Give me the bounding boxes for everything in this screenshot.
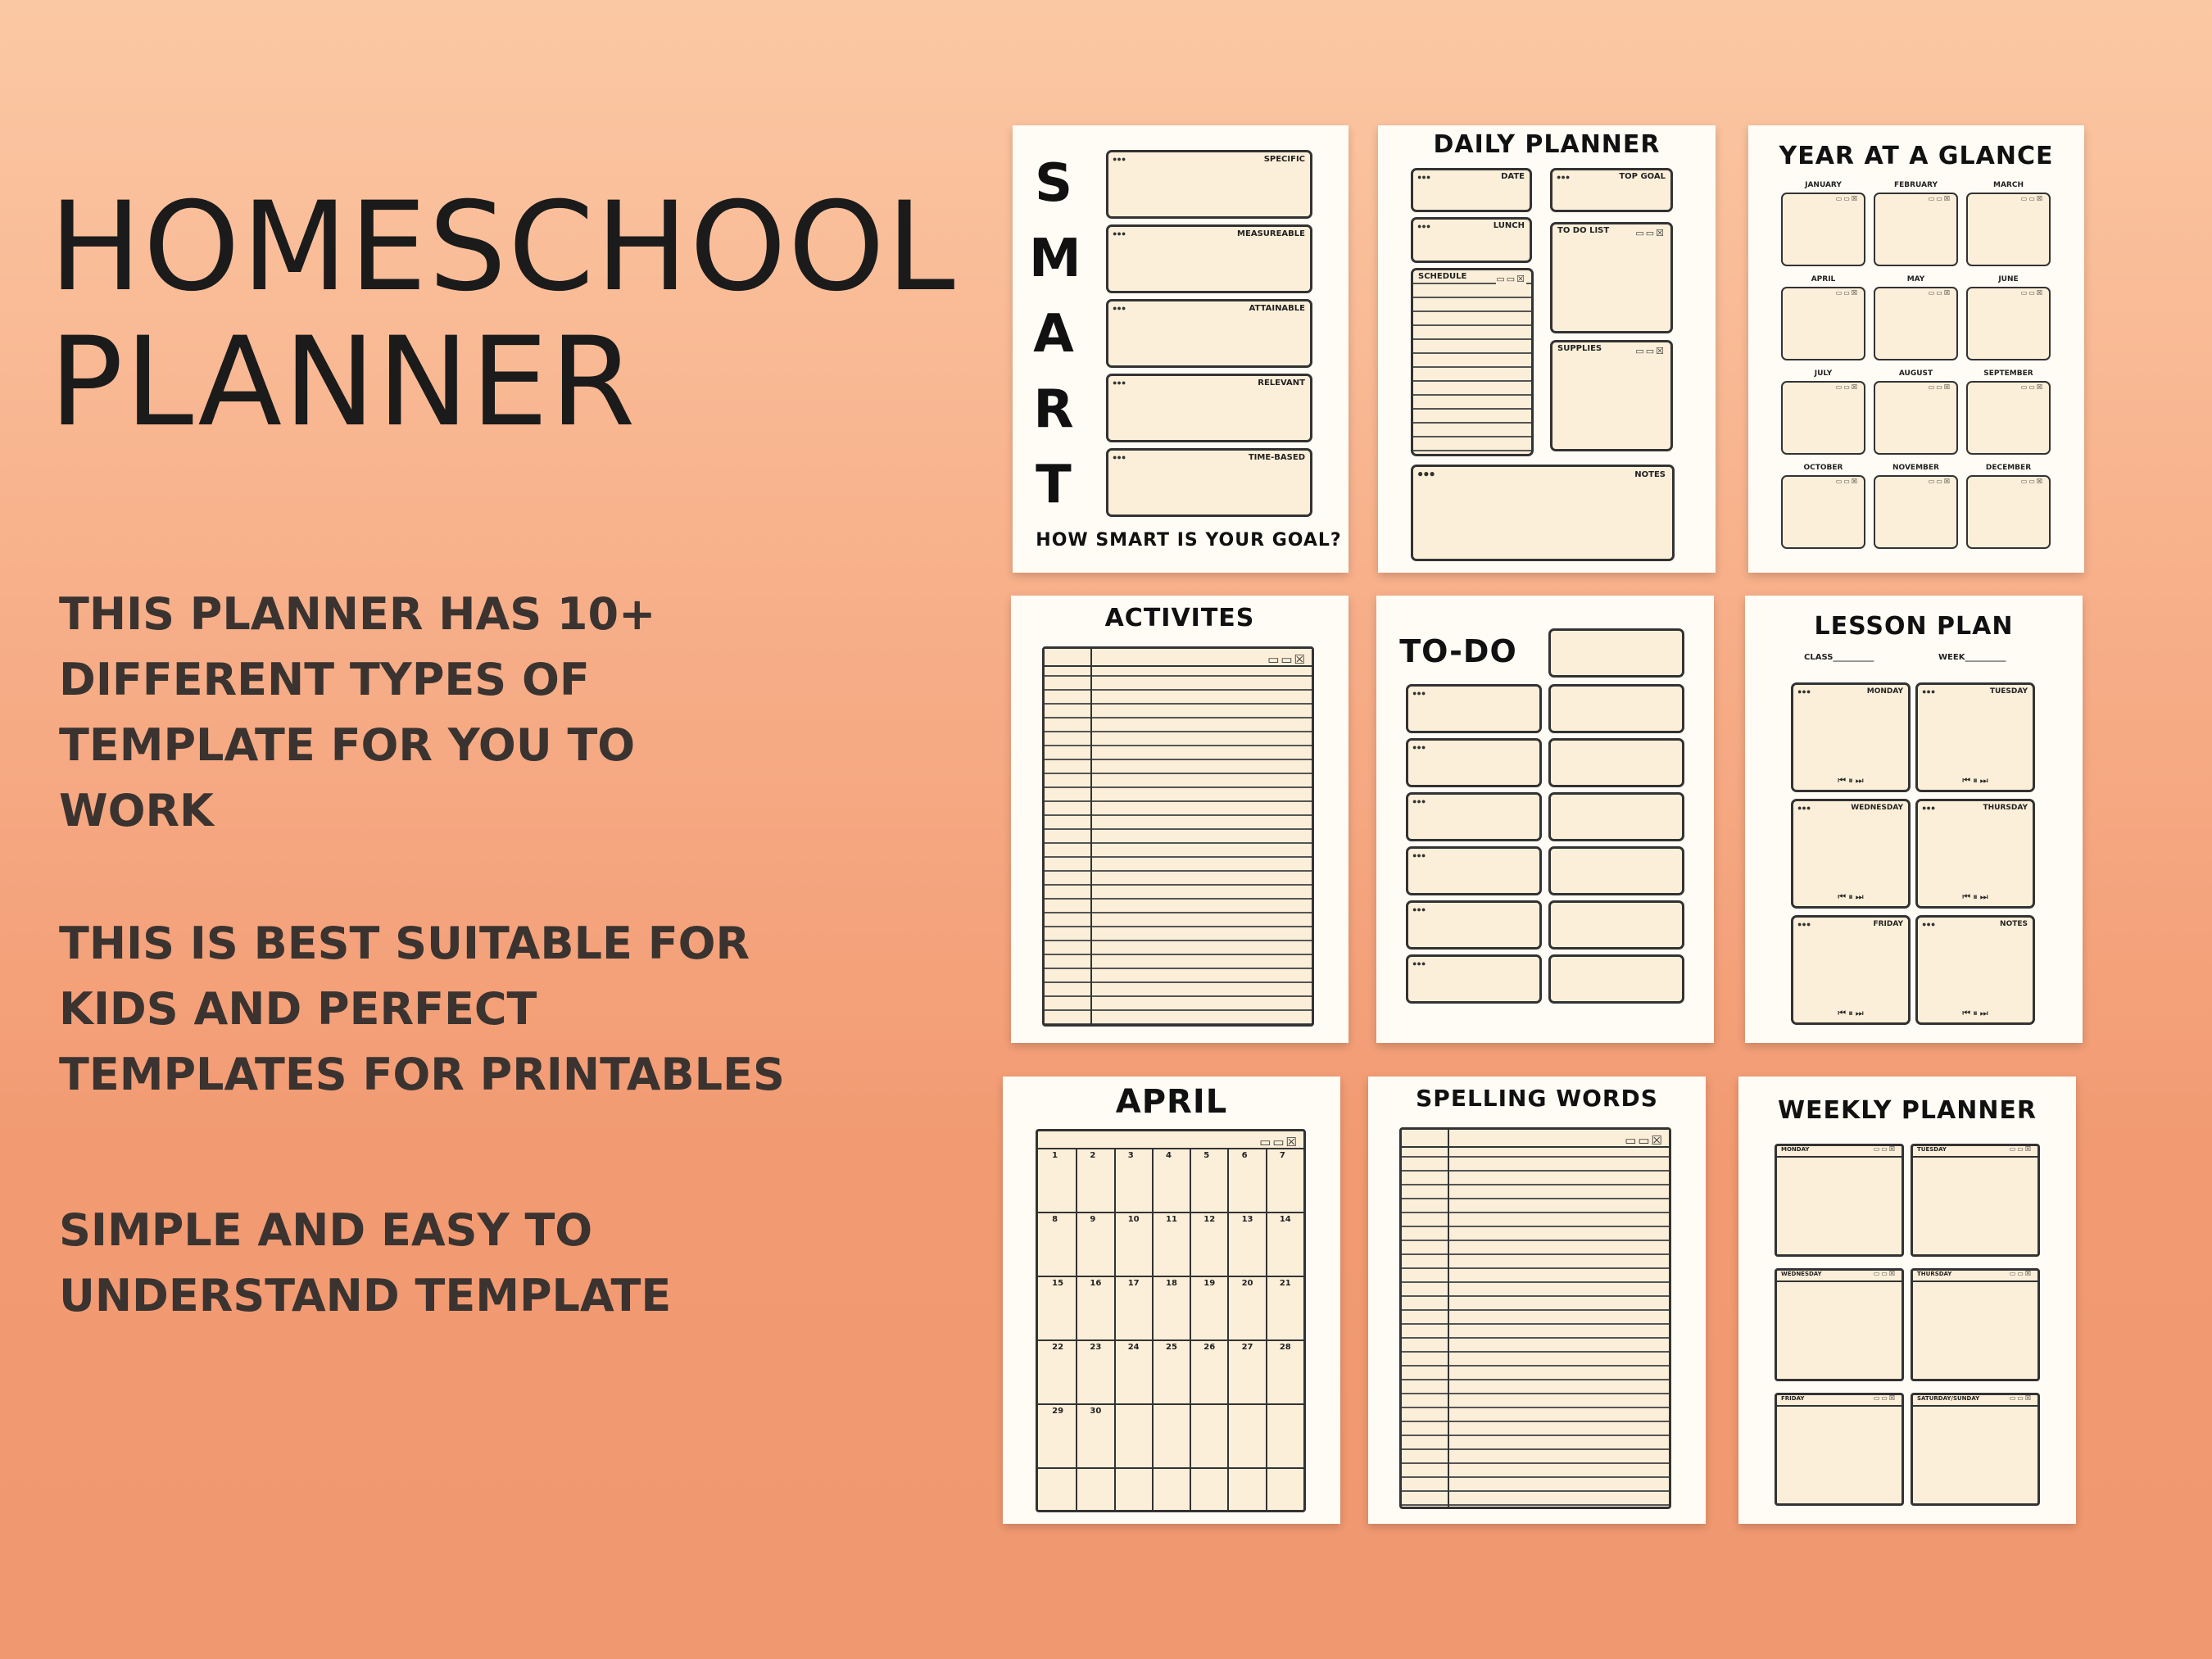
window-controls-icon: ▭▭☒ <box>1873 1145 1897 1153</box>
spelling-margin-line <box>1448 1130 1449 1507</box>
month-box <box>1781 287 1865 360</box>
desc-2-line-1: THIS IS BEST SUITABLE FOR <box>59 918 750 969</box>
todo-box <box>1406 954 1542 1004</box>
dots-icon: ●●● <box>1417 468 1435 479</box>
activities-margin-line <box>1090 649 1092 1024</box>
page-daily-planner <box>1378 125 1716 573</box>
window-controls-icon: ▭▭☒ <box>1873 1270 1897 1277</box>
todo-box <box>1406 900 1542 950</box>
weekly-day-box <box>1911 1268 2040 1381</box>
lesson-title: LESSON PLAN <box>1814 612 2014 641</box>
dots-icon: ●●● <box>1417 222 1431 230</box>
dots-icon: ●●● <box>1922 804 1936 812</box>
window-controls-icon: ▭▭☒ <box>1928 195 1951 202</box>
daily-date-label: DATE <box>1501 172 1525 181</box>
daily-todo-box <box>1550 222 1673 333</box>
lesson-week-label: WEEK__________ <box>1938 653 2006 662</box>
window-controls-icon: ▭▭☒ <box>2009 1394 2033 1402</box>
month-label: MARCH <box>1993 181 2024 189</box>
calendar-day-number: 23 <box>1090 1343 1102 1352</box>
daily-top-goal-label: TOP GOAL <box>1619 172 1666 181</box>
calendar-day-number: 12 <box>1203 1215 1216 1224</box>
window-controls-icon: ▭▭☒ <box>1496 274 1526 284</box>
calendar-day-number: 20 <box>1241 1279 1253 1288</box>
calendar-col-line <box>1114 1148 1116 1510</box>
dots-icon: ●●● <box>1113 304 1126 312</box>
window-controls-icon: ▭▭☒ <box>1873 1394 1897 1402</box>
month-label: MAY <box>1906 275 1925 283</box>
lesson-day-label: MONDAY <box>1866 687 1903 696</box>
page-smart <box>1013 125 1349 573</box>
dots-icon: ●●● <box>1797 687 1811 696</box>
month-box <box>1874 193 1958 266</box>
lesson-day-label: THURSDAY <box>1983 804 2028 812</box>
calendar-day-number: 6 <box>1241 1151 1248 1160</box>
description-1 <box>59 582 796 844</box>
dots-icon: ●●● <box>1113 155 1126 163</box>
calendar-day-number: 2 <box>1090 1151 1096 1160</box>
calendar-day-number: 27 <box>1241 1343 1253 1352</box>
month-box <box>1874 475 1958 549</box>
media-controls-icon: ⏮ ⏸ ⏭ <box>1838 892 1864 902</box>
calendar-col-line <box>1190 1148 1191 1510</box>
daily-supplies-label: SUPPLIES <box>1557 344 1602 353</box>
lesson-day-box <box>1791 915 1911 1025</box>
smart-letter: R <box>1033 379 1074 440</box>
main-title <box>49 176 957 454</box>
daily-date-box <box>1411 168 1532 212</box>
daily-notes-box <box>1411 465 1675 561</box>
smart-goal-label: RELEVANT <box>1258 378 1305 388</box>
activities-lined-box <box>1042 646 1314 1027</box>
calendar-day-number: 15 <box>1052 1279 1064 1288</box>
dots-icon: ●●● <box>1412 905 1426 913</box>
calendar-day-number: 14 <box>1279 1215 1291 1224</box>
dots-icon: ●●● <box>1797 804 1811 812</box>
smart-goal-label: TIME-BASED <box>1248 453 1305 462</box>
todo-top-box <box>1548 628 1684 678</box>
desc-3-line-1: SIMPLE AND EASY TO <box>59 1204 593 1256</box>
description-2 <box>59 911 796 1108</box>
calendar-day-number: 10 <box>1127 1215 1140 1224</box>
weekly-day-label: THURSDAY <box>1917 1271 1952 1277</box>
media-controls-icon: ⏮ ⏸ ⏭ <box>1838 776 1864 786</box>
calendar-day-number: 4 <box>1166 1151 1172 1160</box>
dots-icon: ●●● <box>1113 378 1126 387</box>
calendar-col-line <box>1152 1148 1154 1510</box>
month-box <box>1966 475 2051 549</box>
daily-title: DAILY PLANNER <box>1433 130 1661 159</box>
calendar-row-line <box>1038 1403 1303 1405</box>
daily-schedule-label: SCHEDULE <box>1418 272 1467 281</box>
dots-icon: ●●● <box>1113 453 1126 461</box>
window-controls-icon: ▭▭☒ <box>1635 229 1666 238</box>
title-line-2: PLANNER <box>49 311 637 454</box>
dots-icon: ●●● <box>1412 851 1426 859</box>
dots-icon: ●●● <box>1797 920 1811 928</box>
dots-icon: ●●● <box>1922 920 1936 928</box>
window-controls-icon: ▭▭☒ <box>1928 478 1951 485</box>
desc-1-line-2: DIFFERENT TYPES OF <box>59 654 590 705</box>
window-controls-icon: ▭▭☒ <box>2020 195 2044 202</box>
lesson-class-label: CLASS__________ <box>1804 653 1874 662</box>
calendar-day-number: 8 <box>1052 1215 1058 1224</box>
page-weekly-planner <box>1738 1077 2076 1524</box>
todo-box <box>1548 792 1684 841</box>
smart-footer: HOW SMART IS YOUR GOAL? <box>1036 530 1342 551</box>
calendar-day-number: 29 <box>1052 1407 1064 1416</box>
daily-todo-label: TO DO LIST <box>1557 226 1610 235</box>
todo-box <box>1548 954 1684 1004</box>
window-controls-icon: ▭▭☒ <box>2020 383 2044 391</box>
dots-icon: ●●● <box>1113 229 1126 238</box>
calendar-col-line <box>1227 1148 1229 1510</box>
calendar-day-number: 24 <box>1127 1343 1140 1352</box>
todo-box <box>1406 846 1542 895</box>
month-box <box>1966 287 2051 360</box>
calendar-day-number: 7 <box>1279 1151 1285 1160</box>
smart-goal-box <box>1106 299 1312 368</box>
weekly-day-label: MONDAY <box>1781 1146 1810 1153</box>
todo-box <box>1548 684 1684 733</box>
dots-icon: ●●● <box>1557 173 1571 181</box>
calendar-day-number: 26 <box>1203 1343 1216 1352</box>
calendar-day-number: 5 <box>1203 1151 1210 1160</box>
daily-notes-label: NOTES <box>1634 470 1666 479</box>
smart-letter: A <box>1033 304 1074 365</box>
lesson-day-box <box>1915 915 2035 1025</box>
smart-goal-box <box>1106 448 1312 517</box>
smart-goal-label: SPECIFIC <box>1263 155 1305 164</box>
calendar-day-number: 30 <box>1090 1407 1102 1416</box>
april-calendar-box <box>1036 1129 1306 1512</box>
window-controls-icon: ▭▭☒ <box>1635 347 1666 356</box>
month-box <box>1781 193 1865 266</box>
desc-2-line-2: KIDS AND PERFECT <box>59 983 537 1035</box>
window-controls-icon: ▭▭☒ <box>1928 289 1951 297</box>
todo-box <box>1406 738 1542 787</box>
calendar-day-number: 3 <box>1127 1151 1134 1160</box>
weekly-day-label: TUESDAY <box>1917 1146 1947 1153</box>
page-todo <box>1376 596 1714 1043</box>
smart-goal-box <box>1106 150 1312 219</box>
media-controls-icon: ⏮ ⏸ ⏭ <box>1838 1009 1864 1018</box>
smart-goal-box <box>1106 374 1312 442</box>
title-line-1: HOMESCHOOL <box>49 176 957 319</box>
daily-lunch-box <box>1411 217 1532 263</box>
todo-box <box>1548 846 1684 895</box>
month-label: OCTOBER <box>1803 464 1843 472</box>
weekly-day-label: FRIDAY <box>1781 1395 1805 1402</box>
todo-box <box>1406 792 1542 841</box>
window-controls-icon: ▭▭☒ <box>1928 383 1951 391</box>
weekly-day-box <box>1911 1144 2040 1257</box>
calendar-day-number: 16 <box>1090 1279 1102 1288</box>
dots-icon: ●●● <box>1412 797 1426 805</box>
smart-goal-box <box>1106 224 1312 293</box>
calendar-col-line <box>1266 1148 1267 1510</box>
month-label: NOVEMBER <box>1892 464 1939 472</box>
smart-goal-label: MEASUREABLE <box>1237 229 1305 238</box>
window-controls-icon: ▭▭☒ <box>2020 478 2044 485</box>
todo-box <box>1406 684 1542 733</box>
calendar-day-number: 25 <box>1166 1343 1177 1352</box>
weekly-day-box <box>1775 1393 1904 1506</box>
window-controls-icon: ▭▭☒ <box>1835 478 1859 485</box>
weekly-day-label: SATURDAY/SUNDAY <box>1917 1395 1980 1402</box>
calendar-day-number: 13 <box>1241 1215 1253 1224</box>
calendar-day-number: 19 <box>1203 1279 1216 1288</box>
smart-letter: M <box>1029 229 1081 289</box>
month-label: AUGUST <box>1898 369 1933 378</box>
calendar-day-number: 28 <box>1279 1343 1291 1352</box>
calendar-day-number: 22 <box>1052 1343 1064 1352</box>
lesson-day-label: FRIDAY <box>1873 920 1903 928</box>
media-controls-icon: ⏮ ⏸ ⏭ <box>1962 892 1988 902</box>
window-controls-icon: ▭▭☒ <box>1267 653 1307 667</box>
month-box <box>1781 381 1865 455</box>
calendar-row-line <box>1038 1276 1303 1277</box>
lesson-day-box <box>1915 682 2035 792</box>
smart-letter: S <box>1034 153 1073 214</box>
window-controls-icon: ▭▭☒ <box>1835 383 1859 391</box>
page-spelling-words <box>1368 1077 1706 1524</box>
page-year-at-a-glance <box>1748 125 2084 573</box>
calendar-day-number: 21 <box>1279 1279 1291 1288</box>
month-label: JUNE <box>1998 275 2019 283</box>
calendar-row-line <box>1038 1339 1303 1341</box>
desc-2-line-3: TEMPLATES FOR PRINTABLES <box>59 1049 785 1100</box>
dots-icon: ●●● <box>1412 959 1426 968</box>
month-box <box>1781 475 1865 549</box>
page-april-calendar <box>1003 1077 1340 1524</box>
media-controls-icon: ⏮ ⏸ ⏭ <box>1962 776 1988 786</box>
todo-box <box>1548 738 1684 787</box>
calendar-day-number: 11 <box>1166 1215 1177 1224</box>
dots-icon: ●●● <box>1417 173 1431 181</box>
dots-icon: ●●● <box>1922 687 1936 696</box>
desc-1-line-1: THIS PLANNER HAS 10+ <box>59 588 656 640</box>
weekly-title: WEEKLY PLANNER <box>1777 1096 2037 1125</box>
description-3 <box>59 1198 796 1329</box>
window-controls-icon: ▭▭☒ <box>1835 289 1859 297</box>
calendar-day-number: 17 <box>1127 1279 1140 1288</box>
weekly-day-label: WEDNESDAY <box>1781 1271 1822 1277</box>
desc-1-line-4: WORK <box>59 785 214 836</box>
window-controls-icon: ▭▭☒ <box>2009 1145 2033 1153</box>
media-controls-icon: ⏮ ⏸ ⏭ <box>1962 1009 1988 1018</box>
lesson-day-box <box>1791 682 1911 792</box>
month-label: SEPTEMBER <box>1983 369 2033 378</box>
spelling-lined-box <box>1399 1127 1671 1509</box>
month-box <box>1874 287 1958 360</box>
weekly-day-box <box>1775 1268 1904 1381</box>
todo-box <box>1548 900 1684 950</box>
todo-title: TO-DO <box>1399 633 1517 669</box>
daily-lunch-label: LUNCH <box>1493 221 1525 230</box>
window-controls-icon: ▭▭☒ <box>1625 1134 1664 1148</box>
page-lesson-plan <box>1745 596 2083 1043</box>
window-controls-icon: ▭▭☒ <box>1259 1135 1299 1149</box>
dots-icon: ●●● <box>1412 743 1426 751</box>
weekly-day-box <box>1775 1144 1904 1257</box>
calendar-day-number: 18 <box>1166 1279 1177 1288</box>
month-label: JULY <box>1814 369 1833 378</box>
desc-1-line-3: TEMPLATE FOR YOU TO <box>59 719 636 771</box>
window-controls-icon: ▭▭☒ <box>2009 1270 2033 1277</box>
month-label: DECEMBER <box>1985 464 2032 472</box>
calendar-day-number: 1 <box>1052 1151 1058 1160</box>
spelling-title: SPELLING WORDS <box>1416 1085 1658 1112</box>
month-box <box>1874 381 1958 455</box>
lesson-day-label: WEDNESDAY <box>1851 804 1903 812</box>
smart-letter: T <box>1036 455 1072 515</box>
desc-3-line-2: UNDERSTAND TEMPLATE <box>59 1270 672 1321</box>
window-controls-icon: ▭▭☒ <box>1835 195 1859 202</box>
daily-top-goal-box <box>1550 168 1673 212</box>
activities-title: ACTIVITES <box>1104 604 1255 632</box>
month-label: APRIL <box>1811 275 1836 283</box>
lesson-day-box <box>1791 799 1911 909</box>
daily-supplies-box <box>1550 340 1673 451</box>
month-label: FEBRUARY <box>1893 181 1938 189</box>
weekly-day-box <box>1911 1393 2040 1506</box>
year-title: YEAR AT A GLANCE <box>1779 142 2054 170</box>
dots-icon: ●●● <box>1412 689 1426 697</box>
month-box <box>1966 193 2051 266</box>
calendar-day-number: 9 <box>1090 1215 1096 1224</box>
calendar-row-line <box>1038 1467 1303 1469</box>
page-activities <box>1011 596 1349 1043</box>
lesson-day-label: NOTES <box>2000 920 2028 928</box>
lesson-day-label: TUESDAY <box>1989 687 2028 696</box>
window-controls-icon: ▭▭☒ <box>2020 289 2044 297</box>
smart-goal-label: ATTAINABLE <box>1249 304 1305 313</box>
april-title: APRIL <box>1115 1083 1228 1121</box>
month-label: JANUARY <box>1805 181 1842 189</box>
calendar-col-line <box>1076 1148 1077 1510</box>
calendar-row-line <box>1038 1212 1303 1213</box>
daily-schedule-box <box>1411 268 1534 456</box>
lesson-day-box <box>1915 799 2035 909</box>
month-box <box>1966 381 2051 455</box>
